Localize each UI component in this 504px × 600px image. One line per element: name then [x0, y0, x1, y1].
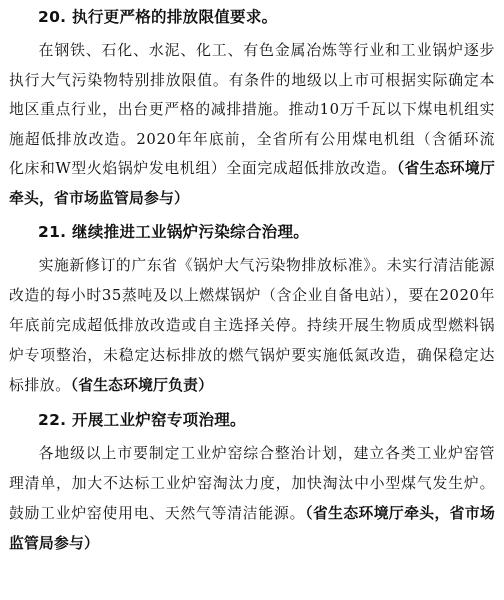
section-paragraph — [9, 251, 495, 401]
section-paragraph — [9, 36, 495, 213]
responsibility-note: （省生态环境厅负责） — [70, 377, 214, 394]
section-body-text: 在钢铁、石化、水泥、化工、有色金属冶炼等行业和工业锅炉逐步执行大气污染物特别排放限值。有条件的地级以上市可根据实际确定本地区重点行业，出台更严格的减排措施。推动10万千瓦以下煤电机组实施超低排放改造。2020年年底前，全省所有公用煤电机组（含循环流化床和W型火焰锅炉发电机组）全面完成超低排放改造。 — [9, 42, 495, 177]
section-20 — [9, 4, 495, 213]
section-body-text: 各地级以上市要制定工业炉窑综合整治计划，建立各类工业炉窑管理清单，加大不达标工业炉窑淘汰力度，加快淘汰中小型煤气发生炉。鼓励工业炉窑使用电、天然气等清洁能源。 — [9, 445, 495, 522]
responsibility-note: （省生态环境厅牵头，省市场监管局参与） — [9, 505, 495, 552]
section-heading: 21. 继续推进工业锅炉污染综合治理。 — [38, 223, 310, 241]
section-heading: 20. 执行更严格的排放限值要求。 — [38, 8, 278, 26]
section-heading: 22. 开展工业炉窑专项治理。 — [38, 411, 246, 429]
section-paragraph — [9, 439, 495, 559]
responsibility-note: （省生态环境厅牵头，省市场监管局参与） — [9, 160, 495, 207]
section-22 — [9, 407, 495, 559]
section-21 — [9, 219, 495, 401]
section-body-text: 实施新修订的广东省《锅炉大气污染物排放标准》。未实行清洁能源改造的每小时35蒸吨及以上燃煤锅炉（含企业自备电站），要在2020年年底前完成超低排放改造或自主选择关停。持续开展生物质成型燃料锅炉专项整治，未稳定达标排放的燃气锅炉要实施低氮改造，确保稳定达标排放。 — [9, 257, 495, 394]
